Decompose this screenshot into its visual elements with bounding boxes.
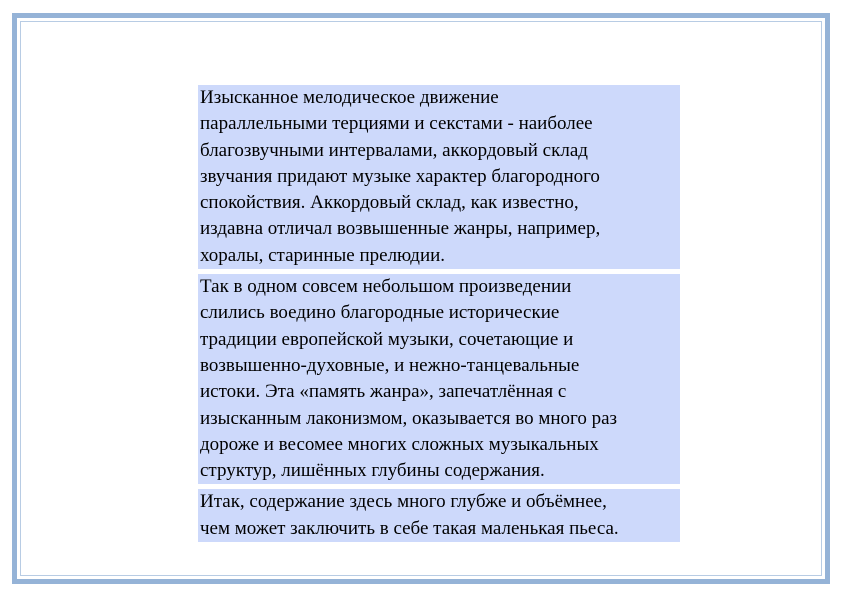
- text-line: благозвучными интервалами, аккордовый склад: [200, 139, 588, 161]
- text-line: изысканным лаконизмом, оказывается во много раз: [200, 407, 618, 429]
- text-line: чем может заключить в себе такая маленькая пьеса.: [200, 517, 619, 539]
- text-line: издавна отличал возвышенные жанры, например,: [200, 218, 601, 240]
- text-line: звучания придают музыке характер благородного: [200, 165, 600, 187]
- text-line: истоки. Эта «память жанра», запечатлённая с: [200, 381, 567, 403]
- text-line: Итак, содержание здесь много глубже и объёмнее,: [200, 491, 607, 513]
- text-line: возвышенно-духовные, и нежно-танцевальные: [200, 354, 580, 376]
- text-line: хоралы, старинные прелюдии.: [200, 244, 446, 266]
- text-box: [198, 85, 680, 542]
- text-line: слились воедино благородные исторические: [200, 302, 560, 324]
- text-line: традиции европейской музыки, сочетающие и: [200, 328, 574, 350]
- paragraph-1: [198, 85, 680, 269]
- text-line: спокойствия. Аккордовый склад, как известно,: [200, 192, 579, 214]
- text-line: параллельными терциями и секстами - наиболее: [200, 113, 593, 135]
- text-line: Так в одном совсем небольшом произведении: [200, 276, 572, 298]
- paragraph-2: [198, 274, 680, 484]
- text-line: дороже и весомее многих сложных музыкальных: [200, 433, 599, 455]
- text-line: структур, лишённых глубины содержания.: [200, 460, 545, 482]
- paragraph-3: [198, 489, 680, 542]
- text-line: Изысканное мелодическое движение: [200, 87, 499, 108]
